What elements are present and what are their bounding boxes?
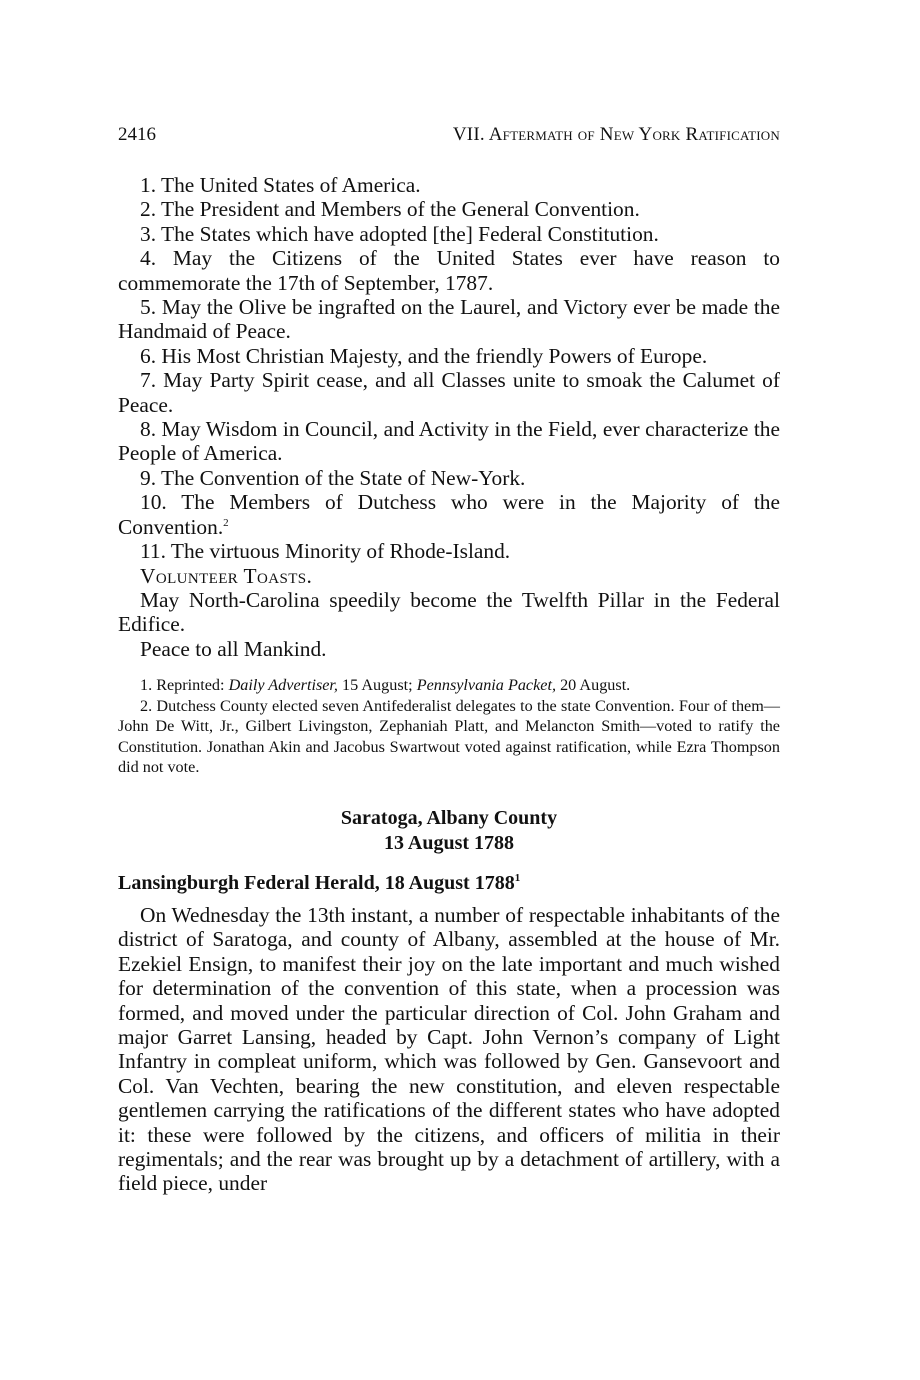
toast-item: 6. His Most Christian Majesty, and the friendly Powers of Europe. <box>140 343 708 368</box>
toast-item-with-note <box>118 490 780 539</box>
toast-item: 5. May the Olive be ingrafted on the Laurel, and Victory ever be made the Handmaid of Peace. <box>118 295 780 344</box>
toast-item: 4. May the Citizens of the United States ever have reason to commemorate the 17th of September, 1787. <box>118 246 780 295</box>
footnotes <box>118 675 780 778</box>
document-title: Lansingburgh Federal Herald, 18 August 1788 <box>118 872 515 894</box>
toast-list <box>118 173 780 661</box>
running-head <box>118 124 780 148</box>
section-date: 13 August 1788 <box>383 832 515 854</box>
article-paragraph: On Wednesday the 13th instant, a number of respectable inhabitants of the district of Saratoga, and county of Albany, assembled at the house of Mr. Ezekiel Ensign, to manifest their joy on the late important and much wished for determination of the convention of this state, when a procession was formed, and moved under the particular direction of Col. John Graham and major Garret Lansing, headed by Capt. John Vernon’s company of Light Infantry in compleat uniform, which was followed by Gen. Gansevoort and Col. Van Vechten, bearing the new constitution, and eleven respectable gentlemen carrying the ratifications of the different states who have adopted it: these were followed by the citizens, and officers of militia in their regimentals; and the rear was brought up by a detachment of artillery, with a field piece, under <box>118 903 780 1196</box>
footnote-text: 20 August. <box>556 676 631 694</box>
document-heading <box>118 870 780 896</box>
section-place: Saratoga, Albany County <box>340 807 558 829</box>
footnote-2: 2. Dutchess County elected seven Antifederalist delegates to the state Convention. Four of them—John De Witt, Jr., Gilbert Livingston, Zephaniah Platt, and Melancton Smith—voted to ratify the Constitution. Jonathan Akin and Jacobus Swartwout voted against ratification, while Ezra Thompson did not vote. <box>118 696 780 777</box>
toast-item: 3. The States which have adopted [the] Federal Constitution. <box>140 221 659 246</box>
volunteer-toast-item: Peace to all Mankind. <box>140 636 327 661</box>
toast-item: 8. May Wisdom in Council, and Activity in the Field, ever characterize the People of America. <box>118 417 780 466</box>
page-number: 2416 <box>118 124 156 145</box>
volunteer-toasts-heading: Volunteer Toasts. <box>140 563 313 588</box>
toast-item: 1. The United States of America. <box>140 173 421 197</box>
toast-item: 7. May Party Spirit cease, and all Classes unite to smoak the Calumet of Peace. <box>118 368 780 417</box>
footnote-1 <box>118 675 780 696</box>
volunteer-toast-list <box>118 588 780 661</box>
newspaper-title: Pennsylvania Packet, <box>416 676 557 694</box>
footnote-marker: 1 <box>514 872 521 884</box>
toast-item: 2. The President and Members of the General Convention. <box>140 197 640 222</box>
toast-item: 9. The Convention of the State of New-York. <box>140 465 526 490</box>
toast-text: 10. The Members of Dutchess who were in the Majority of the Convention. <box>118 490 780 539</box>
volunteer-toast-item: May North-Carolina speedily become the Twelfth Pillar in the Federal Edifice. <box>118 587 780 637</box>
toast-item: 11. The virtuous Minority of Rhode-Island. <box>140 539 511 564</box>
running-title: VII. Aftermath of New York Ratification <box>452 124 780 145</box>
footnote-text: 1. Reprinted: <box>140 676 229 694</box>
newspaper-title: Daily Advertiser, <box>228 676 338 694</box>
footnote-marker: 2 <box>223 516 229 529</box>
article-body <box>118 903 780 1196</box>
section-heading <box>118 806 780 856</box>
footnote-text: 15 August; <box>337 676 417 694</box>
